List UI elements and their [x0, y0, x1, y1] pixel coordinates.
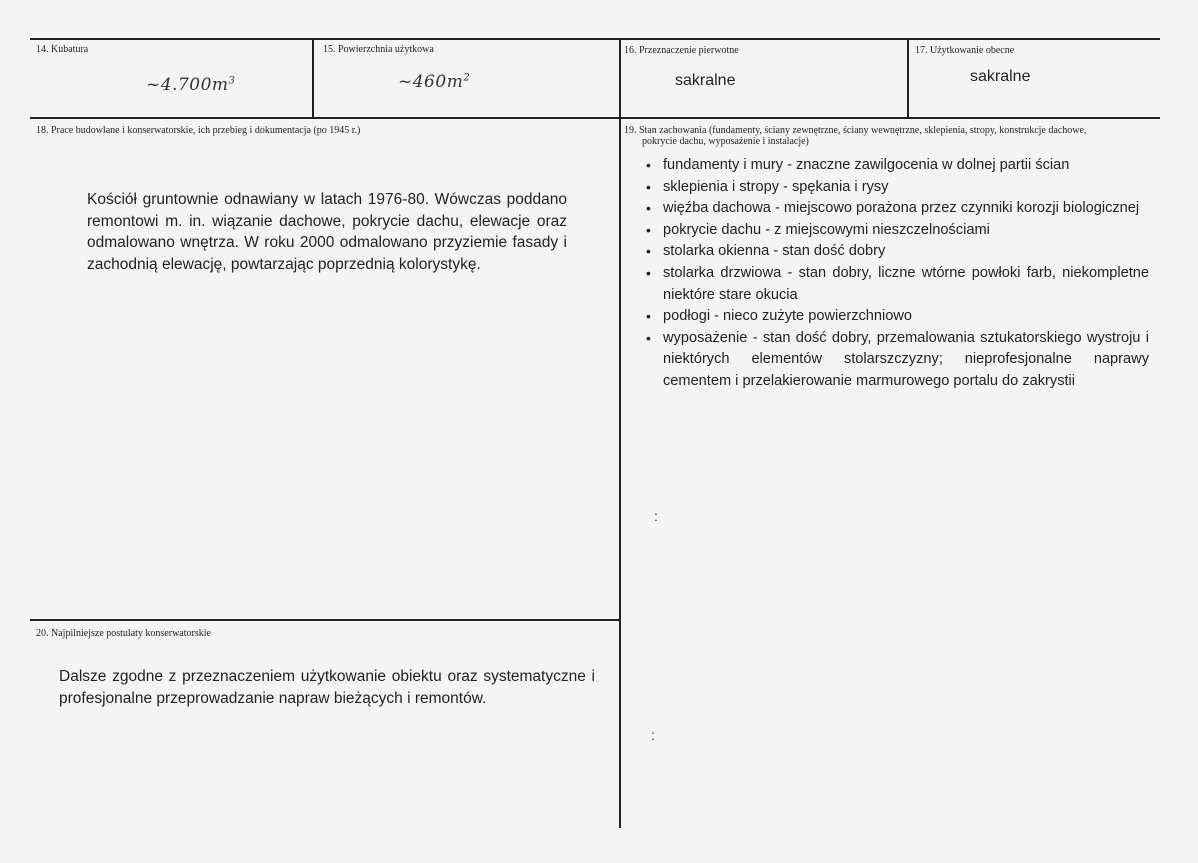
- field-19-list: [641, 155, 1149, 393]
- field-17-label: 17. Użytkowanie obecne: [915, 45, 1015, 56]
- field-14-value: [146, 75, 235, 95]
- list-item: [641, 306, 1149, 328]
- bullet-icon: •: [646, 178, 651, 195]
- field-20-label: 20. Najpilniejsze postulaty konserwatorskie: [36, 628, 211, 639]
- field-14-unit-sup: 3: [228, 75, 236, 87]
- list-item-text: pokrycie dachu - z miejscowymi nieszczelnościami: [663, 221, 990, 238]
- list-item-text: wyposażenie - stan dość dobry, przemalowania sztukatorskiego wystroju i niektórych elementów stolarszczyzny; nieprofesjonalne naprawy cementem i przelakierowanie marmurowego portalu do zakrystii: [663, 329, 1149, 389]
- list-item: [641, 263, 1149, 306]
- list-item-text: więźba dachowa - miejscowo porażona przez czynniki korozji biologicznej: [663, 200, 1140, 217]
- col-divider-center: [619, 38, 621, 828]
- field-15-unit-sup: 2: [463, 72, 471, 84]
- bullet-icon: •: [646, 157, 651, 173]
- scan-mark: :: [651, 727, 655, 743]
- bullet-icon: •: [646, 264, 651, 281]
- list-item-text: fundamenty i mury - znaczne zawilgocenia w dolnej partii ścian: [663, 157, 1070, 173]
- list-item: [641, 198, 1149, 220]
- bullet-icon: •: [646, 243, 651, 260]
- list-item-text: stolarka drzwiowa - stan dobry, liczne wtórne powłoki farb, niekompletne niektóre stare okucia: [663, 264, 1149, 303]
- col-divider-16-17: [907, 38, 909, 118]
- list-item: [641, 177, 1149, 199]
- field-19-label-line1: 19. Stan zachowania (fundamenty, ściany zewnętrzne, ściany wewnętrzne, sklepienia, stropy, konstrukcje dachowe,: [624, 125, 1087, 136]
- field-15-value: [398, 72, 470, 92]
- list-item: [641, 241, 1149, 263]
- list-item-text: sklepienia i stropy - spękania i rysy: [663, 178, 889, 195]
- field-16-label: 16. Przeznaczenie pierwotne: [624, 45, 739, 56]
- bullet-icon: •: [646, 200, 651, 217]
- field-19-label-line2: pokrycie dachu, wyposażenie i instalacje): [642, 136, 809, 147]
- field-20-text: Dalsze zgodne z przeznaczeniem użytkowanie obiektu oraz systematyczne i profesjonalne przeprowadzanie napraw bieżących i remontów.: [59, 668, 595, 707]
- bullet-icon: •: [646, 329, 651, 346]
- list-item: [641, 155, 1149, 177]
- bullet-icon: •: [646, 221, 651, 238]
- top-rule: [30, 38, 1160, 40]
- bullet-icon: •: [646, 308, 651, 325]
- row-divider: [30, 117, 1160, 119]
- field-15-value-text: ~460m: [398, 72, 464, 92]
- field-18-label: 18. Prace budowlane i konserwatorskie, ich przebieg i dokumentacja (po 1945 r.): [36, 125, 361, 136]
- field-14-label: 14. Kubatura: [36, 44, 89, 55]
- list-item-text: podłogi - nieco zużyte powierzchniowo: [663, 308, 913, 325]
- field-18-text: Kościół gruntownie odnawiany w latach 1976-80. Wówczas poddano remontowi m. in. wiązanie dachowe, pokrycie dachu, elewacje oraz odmalowano wnętrza. W roku 2000 odmalowano przyziemie fasady i zachodnią elewację, powtarzając poprzednią kolorystykę.: [87, 191, 567, 273]
- field-15-label: 15. Powierzchnia użytkowa: [323, 44, 434, 55]
- field-16-value: sakralne: [675, 72, 736, 89]
- scan-mark: :: [654, 508, 658, 524]
- left-section-divider: [30, 619, 621, 621]
- list-item: [641, 328, 1149, 393]
- list-item-text: stolarka okienna - stan dość dobry: [663, 243, 886, 260]
- col-divider-14-15: [312, 38, 314, 118]
- list-item: [641, 220, 1149, 242]
- field-17-value: sakralne: [970, 68, 1031, 85]
- field-14-value-text: ~4.700m: [146, 75, 229, 95]
